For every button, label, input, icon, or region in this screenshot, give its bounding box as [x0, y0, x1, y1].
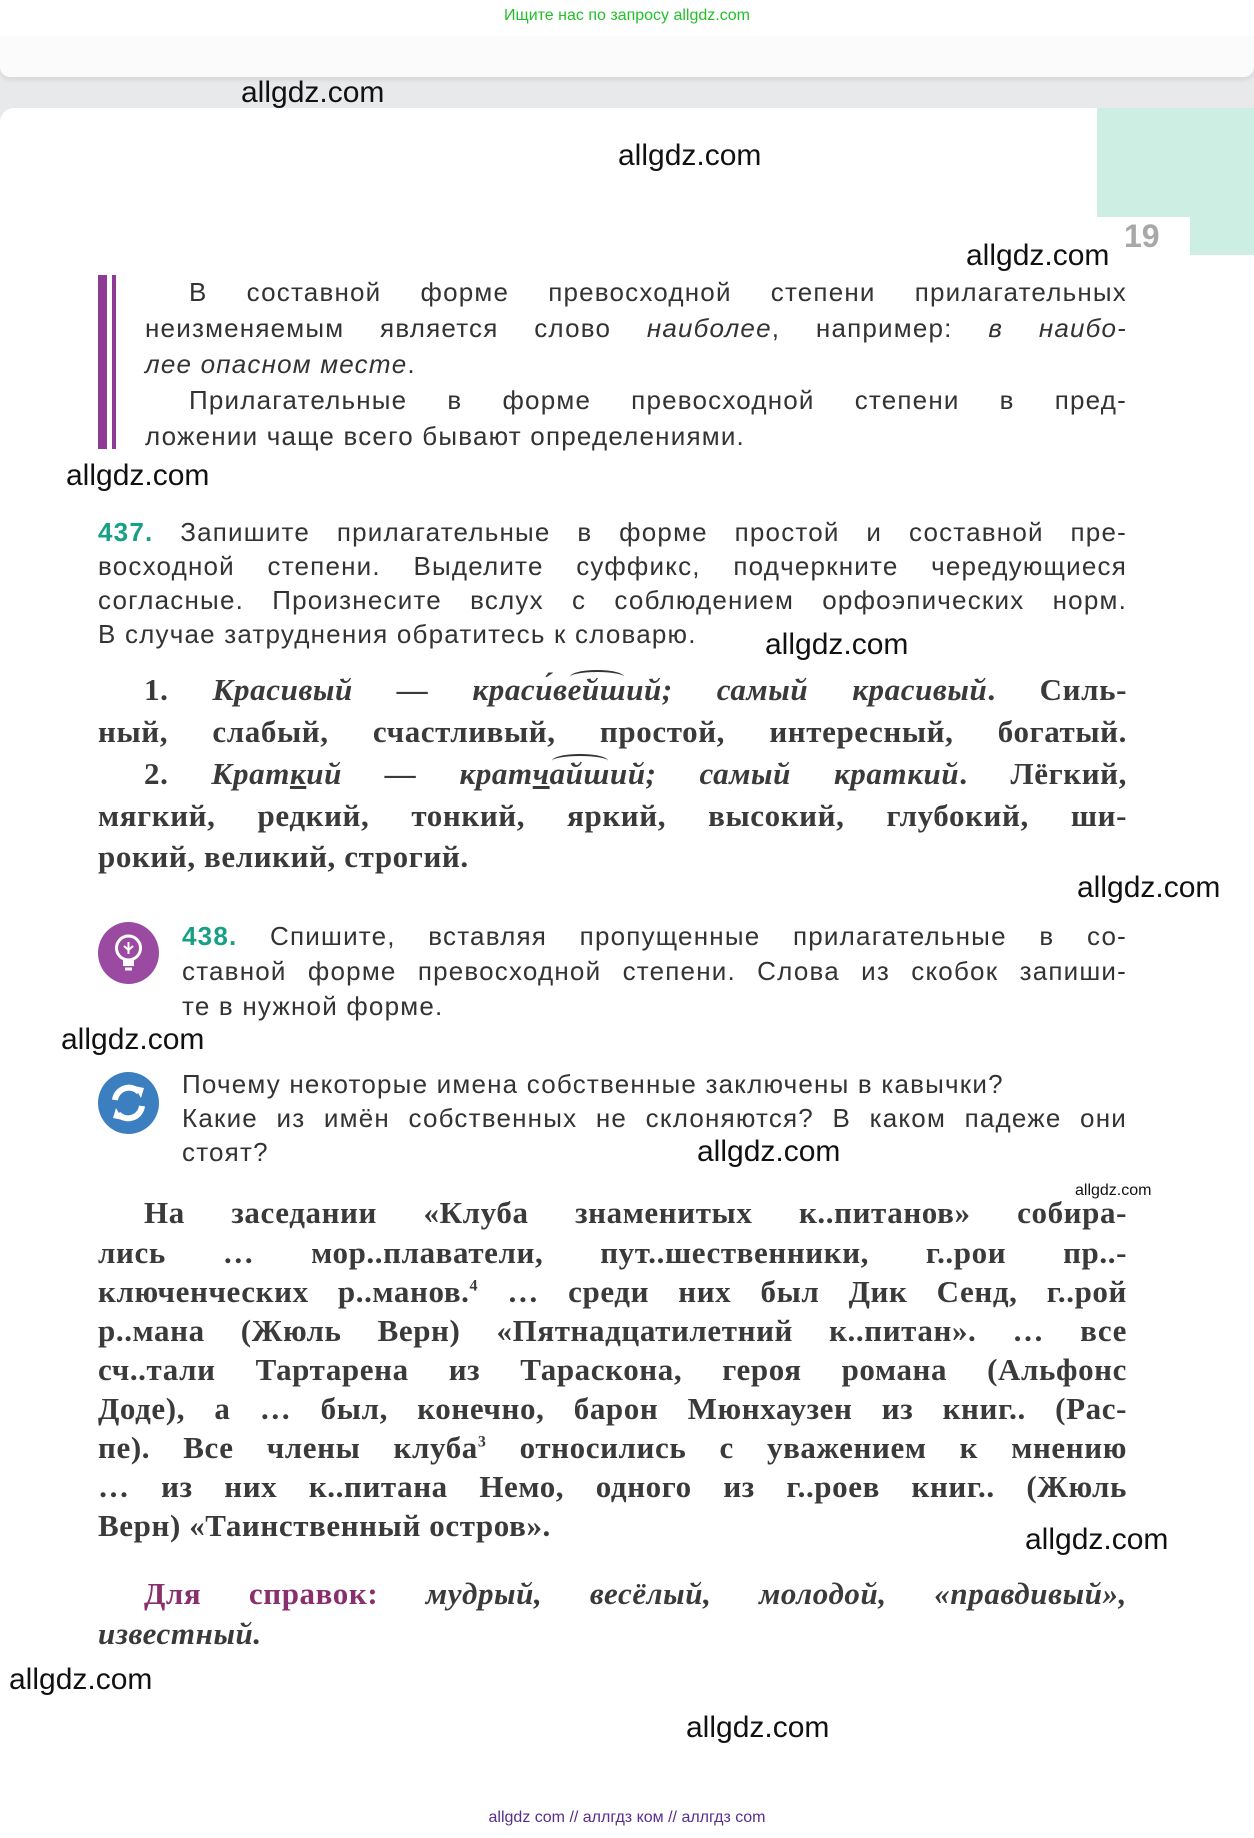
rule-line [145, 418, 1127, 454]
text-segment: В составной форме превосходной степени прилагательных [189, 277, 1127, 307]
watermark: allgdz.com [1077, 871, 1221, 904]
watermark: allgdz.com [241, 76, 385, 109]
passage-line [144, 1193, 1127, 1232]
footer-links[interactable]: allgdz com // аллгдз ком // аллгдз com [0, 1800, 1254, 1838]
footnote-mark: 4 [469, 1277, 479, 1295]
text-segment: Верн) «Таинственный остров». [98, 1508, 551, 1544]
watermark: allgdz.com [697, 1135, 841, 1168]
ex437-line [98, 617, 1127, 651]
text-segment: 1. [144, 672, 213, 708]
ex437-line [98, 583, 1127, 617]
text-segment: ейш [567, 672, 627, 708]
text-segment: относились с уважением к мнению [486, 1430, 1128, 1466]
text-segment: 2. [144, 755, 212, 791]
examples-line [144, 669, 1127, 711]
text-segment: … среди них был Дик Сенд, г..рой [478, 1273, 1127, 1309]
text-segment: Запишите прилагательные в форме простой и составной пре- [153, 517, 1127, 547]
examples-line [144, 753, 1127, 795]
rule-line [145, 310, 1127, 346]
text-segment: , например: [771, 313, 989, 343]
reference-label: Для справок: [144, 1576, 379, 1611]
text-segment: В случае затруднения обратитесь к словарю. [98, 619, 697, 649]
text-segment: Доде), а … был, конечно, барон Мюнхаузен из книг.. (Рас- [98, 1390, 1127, 1426]
rule-bar [98, 275, 107, 449]
passage-line [98, 1311, 1127, 1350]
text-segment: Прилагательные в форме превосходной степени в пред- [189, 385, 1127, 415]
text-segment: Почему некоторые имена собственные заключены в кавычки? [182, 1069, 1004, 1099]
page-number: 19 [1124, 218, 1160, 254]
rule-line [189, 382, 1127, 418]
text-segment: ный, слабый, счастливый, простой, интересный, богатый. [98, 713, 1127, 749]
ex437-line [98, 515, 1127, 549]
watermark: allgdz.com [1025, 1523, 1169, 1556]
watermark: allgdz.com [686, 1711, 830, 1744]
watermark: allgdz.com [61, 1023, 205, 1056]
examples-line [98, 711, 1127, 753]
text-segment: согласные. Произнесите вслух с соблюдением орфоэпических норм. [98, 585, 1127, 615]
text-segment: наиболее [646, 313, 772, 343]
text-segment: к [289, 755, 307, 791]
rule-bar [112, 275, 116, 449]
examples-line [98, 795, 1127, 837]
reference-line [98, 1614, 1127, 1654]
text-segment: те в нужной форме. [182, 990, 444, 1021]
text-segment: ч [532, 755, 550, 791]
text-segment: лее опасном месте [145, 349, 408, 379]
text-segment: мудрый, весёлый, молодой, «правдивый», [378, 1576, 1127, 1611]
lightbulb-icon [98, 922, 159, 984]
passage-line [98, 1233, 1127, 1272]
watermark: allgdz.com [1075, 1182, 1152, 1199]
footnote-mark: 3 [477, 1433, 487, 1451]
refresh-icon [98, 1072, 159, 1134]
reference-line [144, 1574, 1127, 1614]
watermark: allgdz.com [765, 628, 909, 661]
ex438-line [182, 919, 1127, 954]
text-segment: р..мана (Жюль Верн) «Пятнадцатилетний к..питан». … все [98, 1312, 1127, 1348]
text-segment: . Лёгкий, [959, 755, 1127, 791]
ex438-line [182, 989, 1127, 1024]
text-segment: неизменяемым является слово [145, 313, 647, 343]
watermark: allgdz.com [966, 239, 1110, 272]
search-banner[interactable]: Ищите нас по запросу allgdz.com [0, 0, 1254, 36]
text-segment: Крат [211, 755, 290, 791]
ex437-line [98, 549, 1127, 583]
passage-line [98, 1467, 1127, 1506]
questions-line [182, 1101, 1127, 1135]
text-segment: … из них к..питана Немо, одного из г..роев книг.. (Жюль [98, 1469, 1127, 1505]
rule-line [189, 274, 1127, 310]
rule-line [145, 346, 1127, 382]
passage-line [98, 1428, 1127, 1467]
text-segment: стоят? [182, 1137, 269, 1167]
text-segment: . Силь- [987, 672, 1127, 708]
text-segment: Красивый — краси́в [212, 672, 568, 708]
text-segment: Спишите, вставляя пропущенные прилагательные в со- [237, 920, 1127, 951]
exercise-number: 438. [182, 920, 238, 951]
questions-line [182, 1135, 1127, 1169]
text-segment: ключенческих р..манов. [98, 1273, 470, 1309]
passage-line [98, 1506, 1127, 1545]
examples-line [98, 836, 1127, 878]
page-tab-decoration [1097, 108, 1254, 217]
text-segment: мягкий, редкий, тонкий, яркий, высокий, глубокий, ши- [98, 797, 1127, 833]
text-segment: ложении чаще всего бывают определениями. [145, 421, 745, 451]
passage-line [98, 1389, 1127, 1428]
text-segment: На заседании «Клуба знаменитых к..питанов» собира- [144, 1195, 1127, 1231]
text-segment: ий — крат [306, 755, 533, 791]
text-segment: ий; самый краткий [609, 755, 960, 791]
text-segment: известный. [98, 1616, 262, 1651]
exercise-number: 437. [98, 517, 154, 547]
text-segment: восходной степени. Выделите суффикс, подчеркните чередующиеся [98, 551, 1127, 581]
passage-line [98, 1350, 1127, 1389]
text-segment: лись … мор..плаватели, пут..шественники, г..рои пр..- [98, 1234, 1127, 1270]
text-segment: ставной форме превосходной степени. Слова из скобок запиши- [182, 955, 1127, 986]
text-segment: ий; самый красивый [626, 672, 988, 708]
text-segment: Какие из имён собственных не склоняются? В каком падеже они [182, 1103, 1127, 1133]
text-segment: . [407, 349, 416, 379]
text-segment: пе). Все члены клуба [98, 1430, 478, 1466]
top-card [0, 36, 1254, 77]
questions-line [182, 1067, 1127, 1101]
text-segment: рокий, великий, строгий. [98, 839, 469, 875]
text-segment: в наибо- [988, 313, 1127, 343]
watermark: allgdz.com [66, 459, 210, 492]
passage-line [98, 1272, 1127, 1311]
page-tab-decoration [1190, 216, 1254, 255]
watermark: allgdz.com [618, 139, 762, 172]
text-segment: сч..тали Тартарена из Тараскона, героя романа (Альфонс [98, 1351, 1127, 1387]
ex438-line [182, 954, 1127, 989]
watermark: allgdz.com [9, 1663, 153, 1696]
text-segment: айш [549, 755, 610, 791]
